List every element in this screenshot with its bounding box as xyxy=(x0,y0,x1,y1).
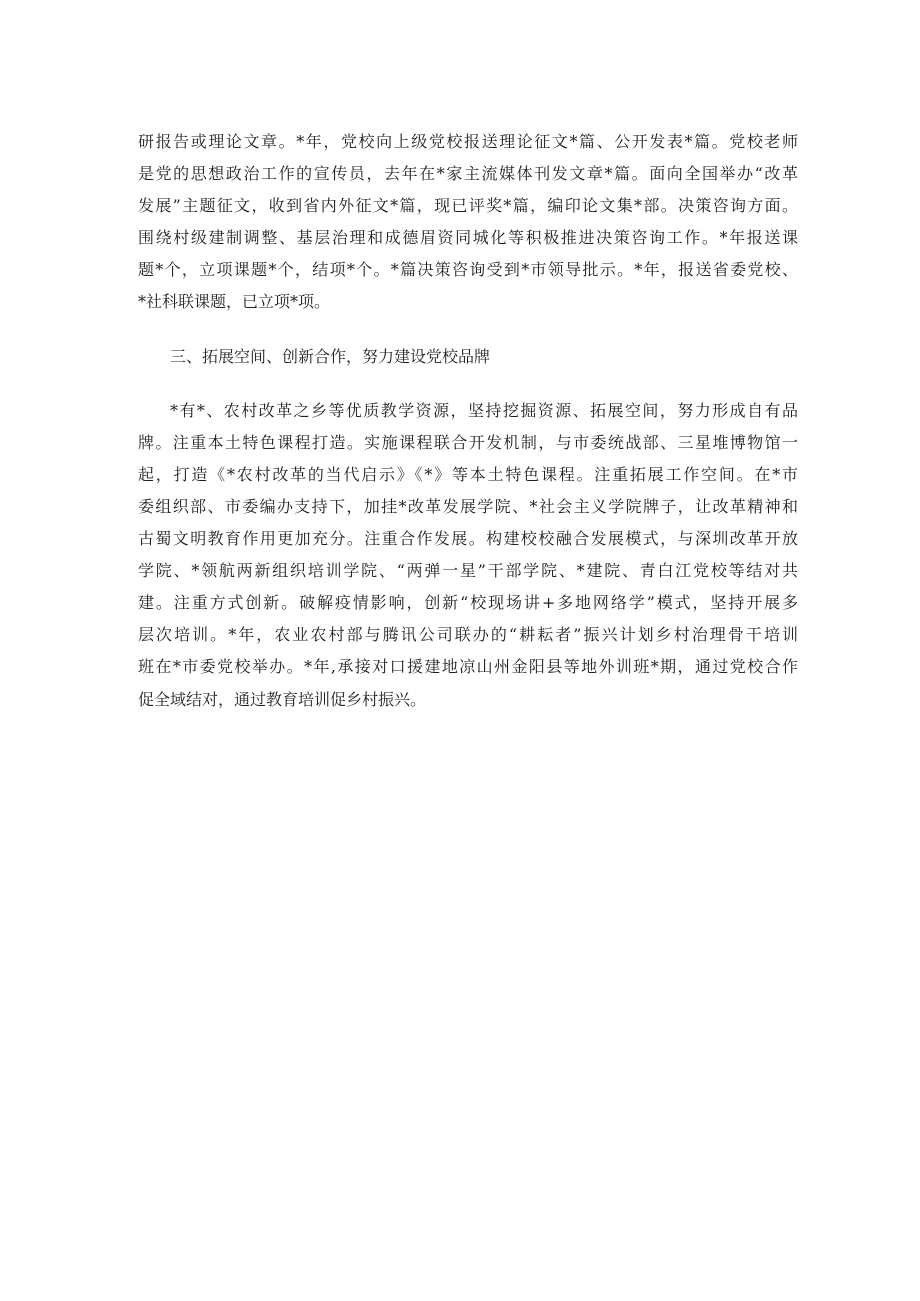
paragraph-research-output xyxy=(138,126,798,319)
paragraph-line: 学院、*领航两新组织培训学院、“两弹一星”干部学院、*建院、青白江党校等结对共 xyxy=(138,561,798,581)
paragraph-line: 发展”主题征文，收到省内外征文*篇，现已评奖*篇，编印论文集*部。决策咨询方面。 xyxy=(138,196,798,216)
paragraph-line: 建。注重方式创新。破解疫情影响，创新“校现场讲+多地网络学”模式，坚持开展多 xyxy=(138,593,798,613)
paragraph-line: 层次培训。*年，农业农村部与腾讯公司联办的“耕耘者”振兴计划乡村治理骨干培训 xyxy=(138,625,798,645)
paragraph-line: 委组织部、市委编办支持下，加挂*改革发展学院、*社会主义学院牌子，让改革精神和 xyxy=(138,496,798,516)
paragraph-line: 促全域结对，通过教育培训促乡村振兴。 xyxy=(138,689,427,709)
paragraph-line: 是党的思想政治工作的宣传员，去年在*家主流媒体刊发文章*篇。面向全国举办“改革 xyxy=(138,164,798,184)
paragraph-spacer xyxy=(138,373,798,395)
paragraph-line: 班在*市委党校举办。*年,承接对口援建地凉山州金阳县等地外训班*期，通过党校合作 xyxy=(138,657,798,677)
paragraph-line: 起，打造《*农村改革的当代启示》《*》等本土特色课程。注重拓展工作空间。在*市 xyxy=(138,464,798,484)
paragraph-line: 题*个，立项课题*个，结项*个。*篇决策咨询受到*市领导批示。*年，报送省委党校、 xyxy=(138,260,798,280)
paragraph-line: *社科联课题，已立项*项。 xyxy=(138,292,331,312)
paragraph-line: *有*、农村改革之乡等优质教学资源，坚持挖掘资源、拓展空间，努力形成自有品 xyxy=(170,400,798,420)
paragraph-line: 牌。注重本土特色课程打造。实施课程联合开发机制，与市委统战部、三星堆博物馆一 xyxy=(138,432,798,452)
paragraph-line: 围绕村级建制调整、基层治理和成德眉资同城化等积极推进决策咨询工作。*年报送课 xyxy=(138,228,798,248)
section-heading: 三、拓展空间、创新合作，努力建设党校品牌 xyxy=(170,346,491,366)
paragraph-line: 古蜀文明教育作用更加充分。注重合作发展。构建校校融合发展模式，与深圳改革开放 xyxy=(138,529,798,549)
document-body xyxy=(138,126,798,716)
paragraph-spacer xyxy=(138,319,798,341)
paragraph-line: 研报告或理论文章。*年，党校向上级党校报送理论征文*篇、公开发表*篇。党校老师 xyxy=(138,132,798,151)
paragraph-brand-building xyxy=(138,395,798,716)
